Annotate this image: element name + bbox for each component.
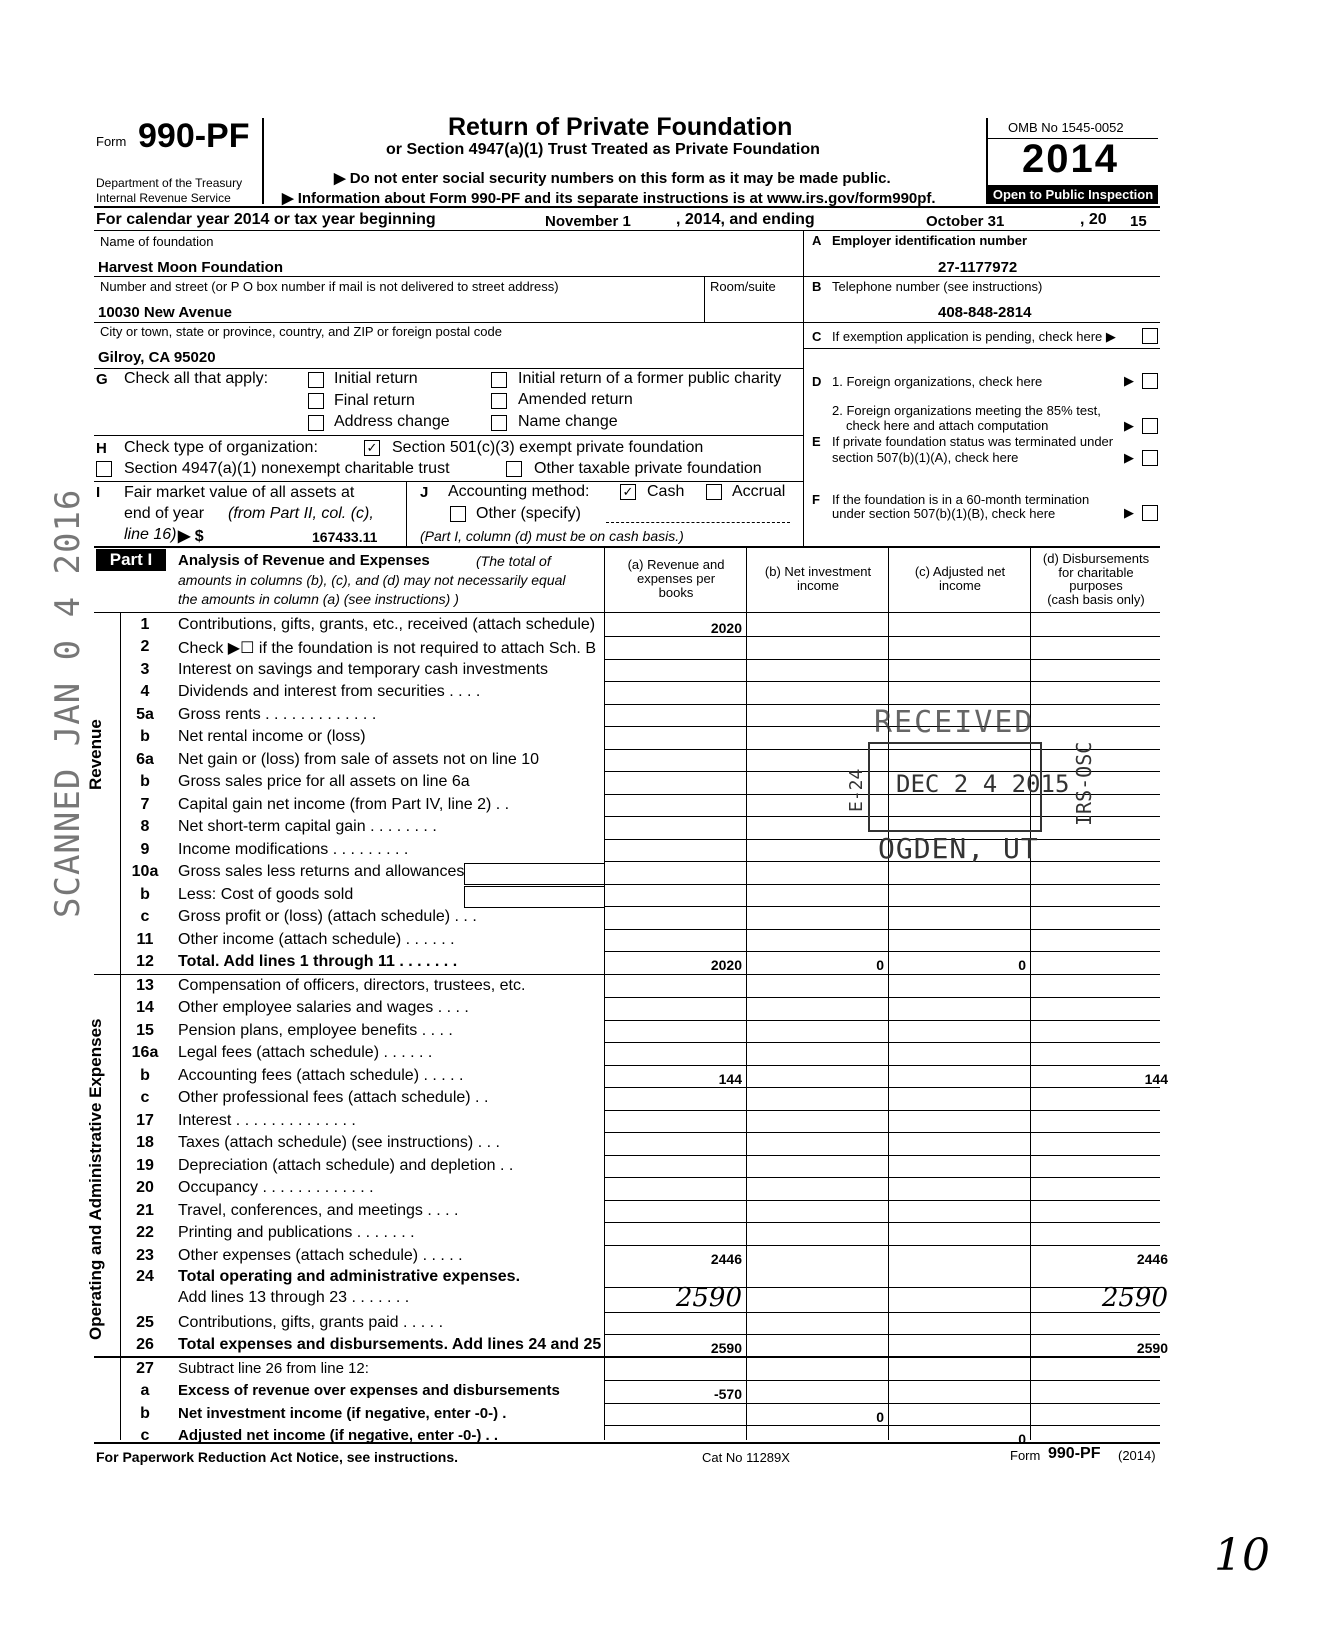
part1-desc-2: amounts in columns (b), (c), and (d) may not necessarily equal	[178, 572, 566, 588]
notice-info: ▶ Information about Form 990-PF and its separate instructions is at www.irs.gov/form990pf.	[282, 190, 936, 207]
col-a-header: (a) Revenue and expenses per books	[627, 557, 725, 600]
exemption-pending-label: If exemption application is pending, check here ▶	[832, 329, 1116, 344]
initial-return-label: Initial return	[334, 370, 418, 387]
city-label: City or town, state or province, country, and ZIP or foreign postal code	[100, 324, 502, 339]
fmv-line3a: line 16)	[124, 526, 177, 543]
amount-cell-d[interactable]: 144	[1144, 1071, 1168, 1087]
taxyear-suffix: , 20	[1080, 211, 1107, 228]
d2-arrow: ▶	[1124, 418, 1134, 433]
line-description: Less: Cost of goods sold	[178, 886, 354, 903]
f-arrow: ▶	[1124, 505, 1134, 520]
row-divider	[604, 906, 1160, 907]
row-divider	[604, 1403, 1160, 1404]
paperwork-notice: For Paperwork Reduction Act Notice, see instructions.	[96, 1449, 458, 1465]
line-description: Excess of revenue over expenses and disbursements	[178, 1382, 560, 1399]
line-description: Other expenses (attach schedule) . . . . .	[178, 1247, 463, 1264]
line-number: 21	[136, 1202, 154, 1219]
ein-label: Employer identification number	[832, 233, 1028, 248]
line-description: Interest . . . . . . . . . . . . . .	[178, 1112, 356, 1129]
line-description: Adjusted net income (if negative, enter -0-) . .	[178, 1427, 499, 1444]
line-description: Subtract line 26 from line 12:	[178, 1360, 369, 1377]
cash-label: Cash	[647, 483, 685, 500]
dept-irs: Internal Revenue Service	[96, 191, 231, 205]
foreign-85-label-1: 2. Foreign organizations meeting the 85% test,	[832, 403, 1101, 418]
sixty-month-checkbox[interactable]	[1142, 505, 1158, 521]
foreign-orgs-label: 1. Foreign organizations, check here	[832, 374, 1043, 389]
col-d-header: (d) Disbursements for charitable purposes (cash basis only)	[1042, 551, 1150, 607]
inline-entry-box[interactable]	[464, 863, 605, 885]
row-divider	[604, 1200, 1160, 1201]
taxyear-end[interactable]: October 31	[926, 213, 1005, 230]
row-divider	[604, 1312, 1160, 1313]
address-change-label: Address change	[334, 413, 450, 430]
part1-tag: Part I	[96, 549, 166, 571]
row-divider	[604, 1177, 1160, 1178]
line-number: 7	[140, 796, 150, 813]
line-description: Depreciation (attach schedule) and depletion . .	[178, 1157, 514, 1174]
amount-cell-a[interactable]: 2590	[710, 1340, 742, 1356]
line-number: b	[140, 773, 150, 790]
line-description: Accounting fees (attach schedule) . . . . .	[178, 1067, 464, 1084]
row-divider	[604, 997, 1160, 998]
line-number: 5a	[136, 706, 154, 723]
form-subtitle: or Section 4947(a)(1) Trust Treated as Private Foundation	[386, 141, 820, 158]
fmv-line1: Fair market value of all assets at	[124, 484, 355, 501]
amount-cell-a[interactable]: 2446	[710, 1251, 742, 1267]
amount-cell-d[interactable]: 2590	[1101, 1283, 1168, 1313]
ogden-stamp: OGDEN, UT	[878, 832, 1039, 865]
line-number: b	[140, 1405, 150, 1422]
amount-cell-c[interactable]: 0	[1018, 957, 1026, 973]
cat-number: Cat No 11289X	[702, 1450, 790, 1465]
final-return-checkbox[interactable]	[308, 393, 324, 409]
initial-former-public-label: Initial return of a former public charity	[518, 370, 782, 387]
f-letter: F	[812, 492, 820, 507]
line-description: Other employee salaries and wages . . . .	[178, 999, 469, 1016]
line-number: c	[140, 908, 150, 925]
accrual-label: Accrual	[732, 483, 786, 500]
501c3-checkbox[interactable]: ✓	[364, 440, 380, 456]
form-title: Return of Private Foundation	[448, 113, 793, 141]
side-label-expenses: Operating and Administrative Expenses	[86, 1018, 105, 1340]
notice-ssn: ▶ Do not enter social security numbers on this form as it may be made public.	[334, 170, 891, 187]
taxyear-begin[interactable]: November 1	[545, 213, 631, 230]
phone-label: Telephone number (see instructions)	[832, 279, 1043, 294]
line-number: c	[140, 1089, 150, 1106]
amount-cell-a[interactable]: 2020	[710, 620, 742, 636]
row-divider	[604, 951, 1160, 952]
h-label: Check type of organization:	[124, 439, 318, 456]
line-number: 24	[136, 1268, 154, 1285]
line-description: Add lines 13 through 23 . . . . . . .	[178, 1289, 410, 1306]
amount-cell-b[interactable]: 0	[876, 1409, 884, 1425]
amount-cell-a[interactable]: 2590	[675, 1283, 742, 1313]
tax-year: 2014	[1022, 137, 1119, 181]
irs-osc-stamp: IRS-OSC	[1072, 741, 1096, 826]
line-description: Check ▶☐ if the foundation is not required to attach Sch. B	[178, 640, 596, 657]
line-description: Capital gain net income (from Part IV, line 2) . .	[178, 796, 510, 813]
taxyear-prefix: For calendar year 2014 or tax year beginning	[96, 211, 436, 228]
col-c-header: (c) Adjusted net income	[914, 564, 1006, 593]
line-description: Contributions, gifts, grants, etc., received (attach schedule)	[178, 616, 596, 633]
line-number: 9	[140, 841, 150, 858]
line-number: 14	[136, 999, 154, 1016]
amount-cell-a[interactable]: 144	[718, 1071, 742, 1087]
form-prefix: Form	[96, 134, 127, 149]
line-description: Other income (attach schedule) . . . . . .	[178, 931, 455, 948]
amount-cell-a[interactable]: 2020	[710, 957, 742, 973]
line-description: Net rental income or (loss)	[178, 728, 366, 745]
line-description: Net investment income (if negative, enter -0-) .	[178, 1405, 507, 1422]
line-description: Gross sales less returns and allowances	[178, 863, 465, 880]
i-letter: I	[96, 484, 101, 501]
other-method-label: Other (specify)	[476, 505, 581, 522]
j-letter: J	[420, 484, 429, 501]
row-divider	[604, 1245, 1160, 1246]
line-number: c	[140, 1427, 150, 1444]
line-description: Pension plans, employee benefits . . . .	[178, 1022, 453, 1039]
line-description: Compensation of officers, directors, trustees, etc.	[178, 977, 526, 994]
open-public-badge: Open to Public Inspection	[988, 185, 1158, 204]
foreign-85-label-2: check here and attach computation	[846, 418, 1049, 433]
line-number: 25	[136, 1314, 154, 1331]
other-taxable-checkbox[interactable]	[506, 461, 522, 477]
g-letter: G	[96, 371, 108, 388]
line-description: Total. Add lines 1 through 11 . . . . . . .	[178, 953, 458, 970]
line-number: 4	[140, 683, 150, 700]
fmv-line2b: (from Part II, col. (c),	[228, 505, 374, 522]
row-divider	[604, 659, 1160, 660]
footer-form-year: (2014)	[1118, 1448, 1156, 1463]
form-number: 990-PF	[138, 117, 250, 155]
row-divider	[604, 1380, 1160, 1381]
cash-basis-note: (Part I, column (d) must be on cash basis.)	[420, 528, 684, 544]
line-number: b	[140, 728, 150, 745]
line-number: 18	[136, 1134, 154, 1151]
part1-title: Analysis of Revenue and Expenses	[178, 552, 430, 569]
row-divider	[604, 1132, 1160, 1133]
row-divider	[604, 1334, 1160, 1335]
taxyear-mid: , 2014, and ending	[676, 211, 815, 228]
line-number: b	[140, 886, 150, 903]
name-change-label: Name change	[518, 413, 618, 430]
amount-cell-d[interactable]: 2590	[1136, 1340, 1168, 1356]
street-address[interactable]: 10030 New Avenue	[98, 304, 232, 321]
terminated-label-2: section 507(b)(1)(A), check here	[832, 450, 1019, 465]
line-description: Income modifications . . . . . . . . .	[178, 841, 409, 858]
line-number: 22	[136, 1224, 154, 1241]
cash-checkbox[interactable]: ✓	[620, 484, 636, 500]
room-label: Room/suite	[710, 279, 776, 294]
part1-desc-3: the amounts in column (a) (see instructions) )	[178, 591, 459, 607]
amount-cell-b[interactable]: 0	[876, 957, 884, 973]
line-number: 3	[140, 661, 150, 678]
row-divider	[604, 1042, 1160, 1043]
row-divider	[604, 1425, 1160, 1426]
footer-form-prefix: Form	[1010, 1448, 1041, 1463]
side-label-revenue: Revenue	[86, 719, 105, 790]
line-number: 10a	[131, 863, 159, 880]
omb-number: OMB No 1545-0052	[1008, 120, 1124, 135]
line-description: Legal fees (attach schedule) . . . . . .	[178, 1044, 433, 1061]
initial-return-checkbox[interactable]	[308, 372, 324, 388]
foundation-name[interactable]: Harvest Moon Foundation	[98, 259, 283, 276]
ein-letter: A	[812, 233, 822, 248]
d1-arrow: ▶	[1124, 373, 1134, 388]
row-divider	[604, 681, 1160, 682]
exemption-pending-checkbox[interactable]	[1142, 328, 1158, 344]
line-description: Gross rents . . . . . . . . . . . . .	[178, 706, 377, 723]
handwritten-page-mark: 10	[1214, 1530, 1270, 1581]
amended-return-checkbox[interactable]	[491, 393, 507, 409]
row-divider	[604, 1087, 1160, 1088]
d-letter: D	[812, 374, 822, 389]
line-number: 23	[136, 1247, 154, 1264]
line-number: 13	[136, 977, 154, 994]
name-change-checkbox[interactable]	[491, 415, 507, 431]
fmv-line3b: ▶ $	[178, 528, 204, 545]
row-divider	[604, 1110, 1160, 1111]
line-description: Dividends and interest from securities . . . .	[178, 683, 481, 700]
line-description: Contributions, gifts, grants paid . . . . .	[178, 1314, 444, 1331]
accounting-method-label: Accounting method:	[448, 483, 590, 500]
row-divider	[604, 1065, 1160, 1066]
fmv-line2a: end of year	[124, 505, 205, 522]
terminated-label-1: If private foundation status was terminated under	[832, 434, 1114, 449]
line-number: 26	[136, 1336, 154, 1353]
line-description: Occupancy . . . . . . . . . . . . .	[178, 1179, 374, 1196]
phone-value[interactable]: 408-848-2814	[938, 304, 1032, 321]
row-divider	[604, 884, 1160, 885]
line-number: 2	[140, 638, 150, 655]
phone-letter: B	[812, 279, 822, 294]
line-number: b	[140, 1067, 150, 1084]
address-change-checkbox[interactable]	[308, 415, 324, 431]
terminated-checkbox[interactable]	[1142, 450, 1158, 466]
line-number: 11	[136, 931, 154, 948]
inline-entry-box[interactable]	[464, 886, 605, 908]
line-number: 27	[136, 1360, 154, 1377]
city-state-zip[interactable]: Gilroy, CA 95020	[98, 349, 216, 366]
initial-former-public-checkbox[interactable]	[491, 372, 507, 388]
received-date-stamp: DEC 2 4 2015	[896, 770, 1070, 798]
line-description: Net gain or (loss) from sale of assets not on line 10	[178, 751, 540, 768]
row-divider	[604, 929, 1160, 930]
footer-form-number: 990-PF	[1048, 1445, 1101, 1462]
line-description: Gross profit or (loss) (attach schedule) . . .	[178, 908, 477, 925]
line-number: 19	[136, 1157, 154, 1174]
final-return-label: Final return	[334, 392, 415, 409]
501c3-label: Section 501(c)(3) exempt private foundation	[392, 439, 704, 456]
row-divider	[604, 1155, 1160, 1156]
g-label: Check all that apply:	[124, 370, 269, 387]
line-description: Total expenses and disbursements. Add lines 24 and 25	[178, 1336, 602, 1353]
line-number: 12	[136, 953, 154, 970]
other-taxable-label: Other taxable private foundation	[534, 460, 762, 477]
fmv-value[interactable]: 167433.11	[312, 529, 378, 545]
amount-cell-a[interactable]: -570	[713, 1386, 742, 1402]
4947-trust-checkbox[interactable]	[96, 461, 112, 477]
row-divider	[604, 1020, 1160, 1021]
line-number: 15	[136, 1022, 154, 1039]
line-number: 16a	[131, 1044, 159, 1061]
row-divider	[604, 636, 1160, 637]
4947-trust-label: Section 4947(a)(1) nonexempt charitable trust	[124, 460, 450, 477]
ein-value[interactable]: 27-1177972	[938, 259, 1018, 276]
row-divider	[604, 1222, 1160, 1223]
e24-stamp: E-24	[846, 768, 867, 812]
amount-cell-d[interactable]: 2446	[1136, 1251, 1168, 1267]
amount-cell-c[interactable]: 0	[1018, 1431, 1026, 1447]
sixty-month-label-1: If the foundation is in a 60-month termination	[832, 492, 1090, 507]
street-label: Number and street (or P O box number if mail is not delivered to street address)	[100, 279, 559, 294]
dept-treasury: Department of the Treasury	[96, 176, 243, 190]
line-description: Total operating and administrative expenses.	[178, 1268, 521, 1285]
line-description: Gross sales price for all assets on line 6a	[178, 773, 470, 790]
amended-return-label: Amended return	[518, 391, 633, 408]
line-description: Other professional fees (attach schedule) . .	[178, 1089, 489, 1106]
line-number: 1	[140, 616, 150, 633]
scanned-stamp: SCANNED JAN 0 4 2016	[48, 488, 88, 918]
part1-desc-1: (The total of	[476, 553, 551, 569]
c-letter: C	[812, 329, 822, 344]
line-description: Interest on savings and temporary cash investments	[178, 661, 548, 678]
line-description: Taxes (attach schedule) (see instructions) . . .	[178, 1134, 500, 1151]
taxyear-end-year[interactable]: 15	[1130, 213, 1147, 230]
h-letter: H	[96, 440, 107, 457]
accrual-checkbox[interactable]	[706, 484, 722, 500]
other-method-checkbox[interactable]	[450, 506, 466, 522]
foreign-orgs-checkbox[interactable]	[1142, 373, 1158, 389]
col-b-header: (b) Net investment income	[764, 564, 872, 593]
line-description: Travel, conferences, and meetings . . . .	[178, 1202, 459, 1219]
line-number: 20	[136, 1179, 154, 1196]
name-label: Name of foundation	[100, 234, 214, 249]
e-arrow: ▶	[1124, 450, 1134, 465]
sixty-month-label-2: under section 507(b)(1)(B), check here	[832, 506, 1056, 521]
line-number: 17	[136, 1112, 154, 1129]
line-description: Printing and publications . . . . . . .	[178, 1224, 415, 1241]
foreign-85-checkbox[interactable]	[1142, 418, 1158, 434]
line-number: 6a	[136, 751, 154, 768]
line-description: Net short-term capital gain . . . . . . . .	[178, 818, 437, 835]
e-letter: E	[812, 434, 821, 449]
line-number: a	[140, 1382, 150, 1399]
line-number: 8	[140, 818, 150, 835]
received-stamp: RECEIVED	[874, 705, 1035, 740]
